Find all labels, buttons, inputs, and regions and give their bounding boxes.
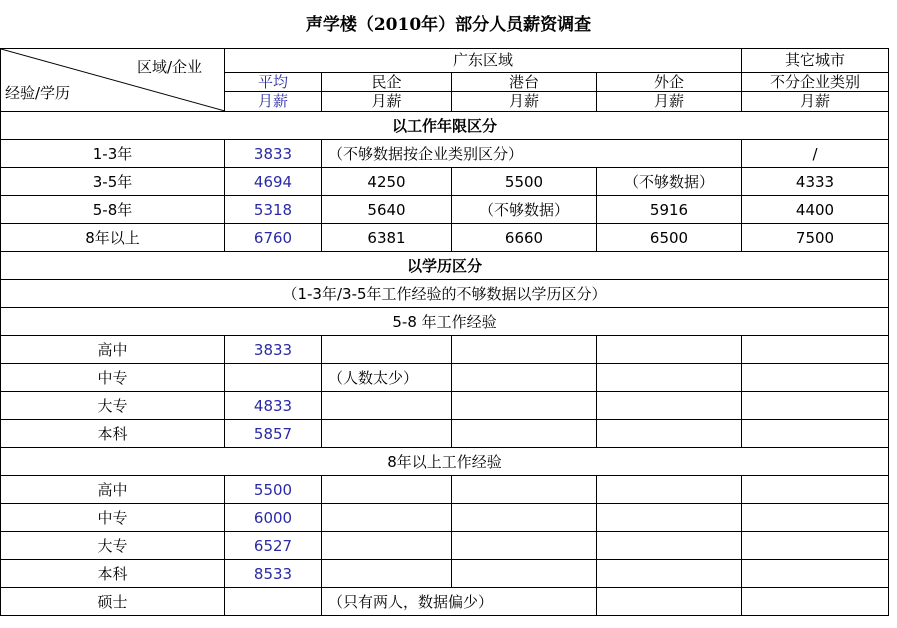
table-row bbox=[1, 476, 889, 504]
corner-bottom-label: 经验/学历 bbox=[5, 84, 71, 102]
col-hktw-sub: 月薪 bbox=[452, 92, 597, 112]
region-gd-header: 广东区域 bbox=[225, 49, 742, 73]
hktw-cell bbox=[452, 364, 597, 392]
avg-cell: 6527 bbox=[225, 532, 322, 560]
edu-note: （1-3年/3-5年工作经验的不够数据以学历区分） bbox=[1, 280, 889, 308]
hktw-cell: 6660 bbox=[452, 224, 597, 252]
private-cell bbox=[322, 420, 452, 448]
row-label: 硕士 bbox=[1, 588, 225, 616]
foreign-cell bbox=[597, 504, 742, 532]
other-cell bbox=[742, 392, 889, 420]
row-label: 1-3年 bbox=[1, 140, 225, 168]
hktw-cell bbox=[452, 532, 597, 560]
other-cell: 7500 bbox=[742, 224, 889, 252]
row-label: 本科 bbox=[1, 420, 225, 448]
table-row bbox=[1, 196, 889, 224]
other-cell bbox=[742, 364, 889, 392]
private-cell: 6381 bbox=[322, 224, 452, 252]
avg-cell: 5857 bbox=[225, 420, 322, 448]
other-cell bbox=[742, 504, 889, 532]
foreign-cell bbox=[597, 420, 742, 448]
other-cell: / bbox=[742, 140, 889, 168]
hktw-cell bbox=[452, 420, 597, 448]
private-cell bbox=[322, 532, 452, 560]
table-row bbox=[1, 588, 889, 616]
private-cell bbox=[322, 336, 452, 364]
row-label: 5-8年 bbox=[1, 196, 225, 224]
avg-cell: 3833 bbox=[225, 336, 322, 364]
salary-table bbox=[0, 48, 889, 616]
other-cell: 4333 bbox=[742, 168, 889, 196]
col-other-sub: 月薪 bbox=[742, 92, 889, 112]
foreign-cell bbox=[597, 364, 742, 392]
col-hktw-top: 港台 bbox=[452, 72, 597, 92]
col-avg-sub: 月薪 bbox=[225, 92, 322, 112]
hktw-cell bbox=[452, 392, 597, 420]
other-cell bbox=[742, 588, 889, 616]
foreign-cell bbox=[597, 560, 742, 588]
avg-cell: 4833 bbox=[225, 392, 322, 420]
table-row bbox=[1, 420, 889, 448]
table-row bbox=[1, 336, 889, 364]
other-cell bbox=[742, 532, 889, 560]
table-row bbox=[1, 560, 889, 588]
private-cell bbox=[322, 560, 452, 588]
hktw-cell bbox=[452, 336, 597, 364]
merged-note: （不够数据按企业类别区分） bbox=[322, 140, 742, 168]
private-cell bbox=[322, 504, 452, 532]
section-years: 以工作年限区分 bbox=[1, 112, 889, 140]
foreign-cell bbox=[597, 532, 742, 560]
section-edu: 以学历区分 bbox=[1, 252, 889, 280]
avg-cell: 8533 bbox=[225, 560, 322, 588]
corner-top-label: 区域/企业 bbox=[136, 58, 202, 76]
table-row bbox=[1, 504, 889, 532]
hktw-cell bbox=[452, 560, 597, 588]
private-cell bbox=[322, 476, 452, 504]
hktw-cell bbox=[452, 504, 597, 532]
other-cell: 4400 bbox=[742, 196, 889, 224]
avg-cell: 5318 bbox=[225, 196, 322, 224]
foreign-cell bbox=[597, 476, 742, 504]
foreign-cell bbox=[597, 588, 742, 616]
foreign-cell bbox=[597, 336, 742, 364]
private-cell: （只有两人，数据偏少） bbox=[322, 588, 597, 616]
col-other-top: 不分企业类别 bbox=[742, 72, 889, 92]
subsection-5-8: 5-8 年工作经验 bbox=[1, 308, 889, 336]
other-cell bbox=[742, 476, 889, 504]
region-other-header: 其它城市 bbox=[742, 49, 889, 73]
private-cell bbox=[322, 392, 452, 420]
foreign-cell: 5916 bbox=[597, 196, 742, 224]
subsection-8plus: 8年以上工作经验 bbox=[1, 448, 889, 476]
col-foreign-top: 外企 bbox=[597, 72, 742, 92]
row-label: 中专 bbox=[1, 504, 225, 532]
avg-cell: 6000 bbox=[225, 504, 322, 532]
col-foreign-sub: 月薪 bbox=[597, 92, 742, 112]
col-avg-top: 平均 bbox=[225, 72, 322, 92]
table-row bbox=[1, 364, 889, 392]
avg-cell: 4694 bbox=[225, 168, 322, 196]
private-cell: 4250 bbox=[322, 168, 452, 196]
avg-cell: 3833 bbox=[225, 140, 322, 168]
col-private-top: 民企 bbox=[322, 72, 452, 92]
avg-cell: 5500 bbox=[225, 476, 322, 504]
row-label: 8年以上 bbox=[1, 224, 225, 252]
table-row bbox=[1, 140, 889, 168]
other-cell bbox=[742, 336, 889, 364]
row-label: 高中 bbox=[1, 336, 225, 364]
header-row bbox=[1, 49, 889, 73]
foreign-cell: （不够数据） bbox=[597, 168, 742, 196]
row-label: 大专 bbox=[1, 532, 225, 560]
hktw-cell: （不够数据） bbox=[452, 196, 597, 224]
table-row bbox=[1, 224, 889, 252]
row-label: 大专 bbox=[1, 392, 225, 420]
row-label: 高中 bbox=[1, 476, 225, 504]
corner-cell bbox=[1, 49, 225, 112]
avg-cell bbox=[225, 364, 322, 392]
other-cell bbox=[742, 420, 889, 448]
other-cell bbox=[742, 560, 889, 588]
row-label: 本科 bbox=[1, 560, 225, 588]
private-cell: （人数太少） bbox=[322, 364, 452, 392]
foreign-cell: 6500 bbox=[597, 224, 742, 252]
table-row bbox=[1, 532, 889, 560]
hktw-cell: 5500 bbox=[452, 168, 597, 196]
row-label: 中专 bbox=[1, 364, 225, 392]
col-private-sub: 月薪 bbox=[322, 92, 452, 112]
private-cell: 5640 bbox=[322, 196, 452, 224]
avg-cell bbox=[225, 588, 322, 616]
row-label: 3-5年 bbox=[1, 168, 225, 196]
table-row bbox=[1, 168, 889, 196]
page-title: 声学楼（2010年）部分人员薪资调查 bbox=[305, 15, 592, 35]
foreign-cell bbox=[597, 392, 742, 420]
avg-cell: 6760 bbox=[225, 224, 322, 252]
hktw-cell bbox=[452, 476, 597, 504]
table-row bbox=[1, 392, 889, 420]
